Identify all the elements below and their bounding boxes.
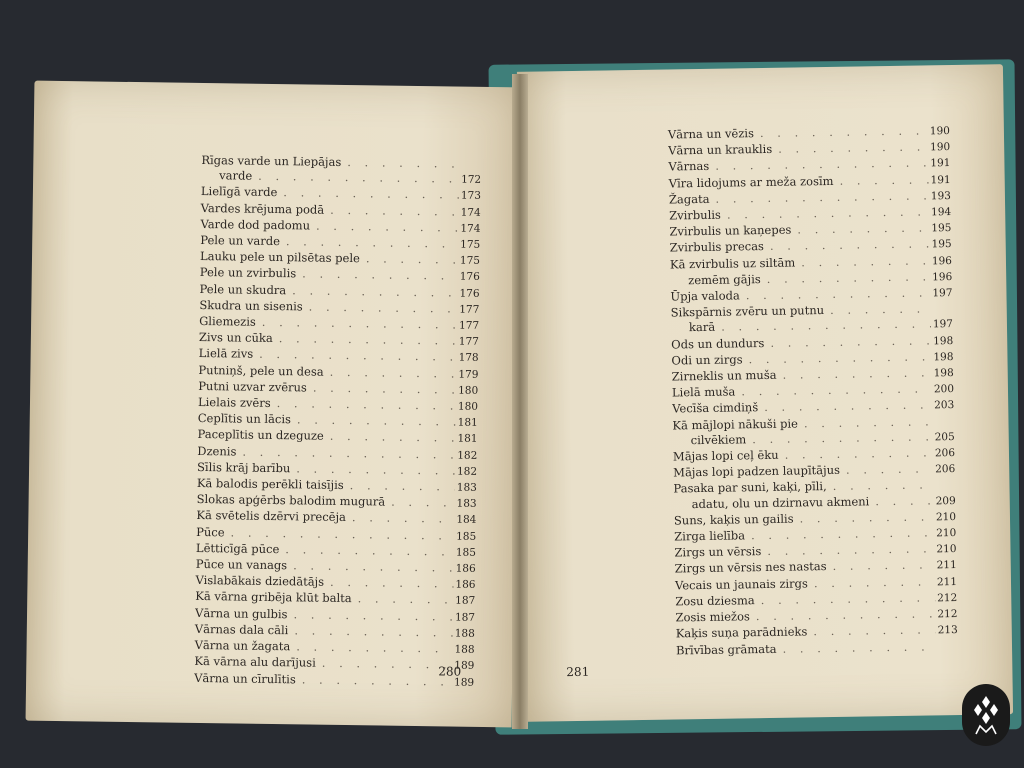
leader-dots [824, 302, 931, 319]
entry-page-number: 209 [935, 494, 956, 508]
leader-dots [750, 606, 936, 624]
entry-page-number: 178 [458, 352, 479, 365]
entry-title: Suns, kaķis un gailis [673, 511, 794, 528]
leader-dots [290, 639, 453, 656]
entry-title: Kaķis suņa parādnieks [675, 624, 808, 641]
leader-dots [280, 234, 459, 252]
entry-title: Zivs un cūka [198, 330, 273, 346]
entry-page-number: 189 [454, 659, 475, 673]
leader-dots [735, 382, 932, 400]
leader-dots [764, 237, 930, 255]
entry-page-number: 196 [932, 270, 953, 284]
entry-page-number: 203 [934, 399, 955, 412]
leader-dots [740, 285, 931, 303]
entry-page-number: 198 [933, 367, 954, 380]
entry-title: Dzenis [197, 443, 237, 459]
entry-title: Pūce [196, 524, 225, 540]
leader-dots [761, 269, 931, 287]
leader-dots [360, 251, 458, 268]
entry-title: cilvēkiem [690, 432, 747, 448]
entry-title: Zirga lielība [674, 528, 746, 544]
entry-title: Lielais zvērs [197, 395, 271, 411]
entry-title: Vārnas [668, 159, 710, 174]
entry-page-number: 206 [935, 463, 956, 476]
entry-title: Lielā zivs [198, 346, 254, 362]
entry-title: Vārna un žagata [194, 638, 291, 654]
entry-page-number: 182 [456, 465, 478, 478]
entry-page-number: 184 [456, 514, 477, 527]
leader-dots [277, 185, 459, 203]
leader-dots [755, 590, 936, 608]
entry-page-number: 183 [456, 481, 477, 494]
leader-dots [296, 672, 453, 689]
entry-title: Vislabākais dziedātājs [195, 573, 325, 590]
entry-title: Kā vārna gribēja klūt balta [195, 589, 352, 606]
entry-title: Vecais un jaunais zirgs [674, 576, 808, 593]
leader-dots [290, 461, 455, 479]
entry-title: Pasaka par suni, kaķi, pīli, [673, 479, 827, 496]
entry-page-number: 198 [933, 334, 954, 347]
entry-title: Kā balodis perēkli taisījis [196, 476, 344, 493]
entry-page-number: 186 [455, 562, 476, 575]
leader-dots [772, 140, 928, 158]
entry-title: Ūpja valoda [670, 288, 740, 304]
entry-title: Vecīša cimdiņš [672, 400, 759, 416]
entry-title: Zosu dziesma [675, 593, 755, 609]
entry-title: Vārna un krauklis [668, 142, 773, 158]
leader-dots [324, 202, 459, 219]
entry-title: Zvirbulis precas [669, 239, 765, 255]
leader-dots [776, 639, 936, 657]
entry-title: zemēm gājis [688, 271, 761, 288]
entry-title: varde [219, 168, 253, 183]
entry-page-number: 188 [454, 627, 475, 640]
entry-title: Putniņš, pele un desa [198, 362, 324, 379]
open-book [22, 62, 1018, 732]
entry-page-number: 174 [460, 222, 481, 235]
leader-dots [341, 155, 459, 172]
entry-title: Vārna un vēzis [667, 126, 755, 142]
leader-dots [758, 398, 932, 416]
entry-title: Brīvības grāmata [675, 641, 777, 657]
entry-title: Ceplītis un lācis [197, 411, 292, 427]
entry-title: Sikspārnis zvēru un putnu [670, 303, 825, 320]
entry-title: Vārna un gulbis [194, 605, 288, 621]
entry-page-number: 191 [930, 173, 951, 186]
right-page-number: 281 [566, 664, 590, 680]
entry-page-number: 177 [459, 303, 480, 316]
entry-page-number: 173 [460, 190, 482, 203]
entry-title: Kā vārna alu darījusi [194, 654, 316, 670]
left-page-number: 280 [438, 664, 462, 679]
leader-dots [746, 429, 933, 447]
entry-page-number: 190 [929, 125, 951, 138]
entry-title: Vardes krējuma podā [200, 200, 325, 217]
leader-dots [840, 462, 933, 479]
leader-dots [307, 380, 457, 397]
leader-dots [793, 509, 934, 526]
entry-page-number: 187 [455, 595, 476, 608]
leader-dots [795, 253, 930, 270]
leader-dots [827, 478, 934, 495]
entry-title: Pele un varde [200, 232, 281, 249]
entry-page-number: 194 [931, 206, 952, 219]
leader-dots [826, 558, 934, 575]
entry-page-number: 177 [458, 335, 479, 349]
entry-page-number: 200 [933, 383, 955, 396]
entry-page-number: 185 [456, 530, 477, 543]
leader-dots [807, 623, 936, 640]
leader-dots [324, 429, 456, 446]
entry-title: Odi un zirgs [671, 352, 743, 368]
leader-dots [316, 656, 453, 673]
leader-dots [287, 607, 453, 625]
leader-dots [779, 445, 934, 463]
entry-page-number: 181 [457, 433, 478, 446]
leader-dots [761, 542, 934, 560]
leader-dots [324, 364, 457, 381]
entry-title: Varde dod padomu [200, 216, 311, 233]
contents-entry [194, 670, 474, 690]
leader-dots [286, 283, 458, 301]
entry-title: Sīlis krāj barību [197, 459, 291, 476]
entry-page-number: 210 [936, 527, 957, 540]
entry-page-number: 176 [459, 287, 480, 300]
entry-title: Zirgs un vērsis nes nastas [674, 559, 827, 576]
entry-page-number: 183 [456, 497, 477, 511]
entry-page-number: 213 [937, 624, 958, 637]
entry-title: Skudra un sisenis [199, 297, 303, 314]
entry-page-number: 206 [934, 447, 956, 460]
entry-page-number: 211 [936, 559, 957, 572]
leader-dots [869, 493, 934, 509]
entry-page-number: 190 [930, 141, 951, 154]
entry-page-number: 181 [457, 416, 478, 430]
entry-page-number: 188 [454, 643, 475, 656]
leader-dots [346, 510, 455, 527]
entry-title: Zvirbulis [669, 207, 722, 223]
entry-title: Zosis miežos [675, 609, 750, 625]
entry-title: Pele un zvirbulis [199, 265, 297, 281]
entry-page-number: 189 [454, 676, 475, 689]
entry-title: Ods un dundurs [671, 335, 765, 352]
entry-title: Mājas lopi ceļ ēku [672, 447, 779, 464]
entry-page-number: 177 [458, 319, 480, 332]
entry-title: Žagata [668, 191, 710, 207]
entry-title: Kā svētelis dzērvi precēja [196, 508, 347, 525]
entry-page-number: 187 [454, 611, 476, 624]
entry-title: Lētticīgā pūce [195, 540, 280, 556]
entry-title: Kā mājlopi nākuši pie [672, 416, 799, 433]
entry-title: Lielā muša [671, 384, 736, 400]
entry-title: Pūce un vanags [195, 557, 288, 573]
entry-page-number: 212 [937, 591, 958, 605]
leader-dots [742, 349, 931, 367]
entry-title: Lielīgā varde [200, 184, 278, 200]
leader-dots [279, 542, 454, 560]
entry-page-number: 210 [936, 543, 957, 556]
entry-page-number: 193 [930, 189, 952, 203]
entry-page-number: 172 [461, 173, 482, 187]
leader-dots [271, 396, 457, 414]
entry-page-number: 195 [931, 222, 952, 235]
leader-dots [288, 623, 453, 640]
leader-dots [344, 478, 455, 495]
left-contents-list [194, 153, 481, 691]
leader-dots [791, 221, 929, 238]
leader-dots [303, 299, 458, 316]
entry-title: Putni uzvar zvērus [198, 378, 307, 395]
entry-title: Slokas apģērbs balodim mugurā [196, 492, 386, 509]
leader-dots [252, 169, 459, 187]
entry-title: Lauku pele un pilsētas pele [199, 249, 360, 266]
entry-page-number: 180 [458, 384, 479, 397]
entry-page-number: 196 [931, 254, 953, 267]
leader-dots [291, 413, 456, 431]
leader-dots [273, 331, 457, 349]
entry-page-number: 205 [934, 430, 955, 444]
leader-dots [253, 347, 457, 365]
entry-page-number: 179 [458, 368, 479, 381]
contents-entry [676, 639, 958, 659]
entry-page-number: 198 [933, 350, 954, 364]
leader-dots [745, 525, 934, 543]
right-page [517, 64, 1013, 722]
entry-page-number: 182 [457, 449, 478, 462]
leader-dots [236, 444, 455, 462]
entry-title: Kā zvirbulis uz siltām [669, 255, 796, 272]
left-page [26, 81, 521, 728]
entry-title: Vārnas dala cāli [194, 621, 289, 638]
leader-dots [385, 495, 455, 511]
entry-page-number: 191 [930, 157, 951, 170]
entry-title: Vīra lidojums ar meža zosīm [668, 173, 834, 191]
leader-dots [776, 365, 931, 383]
entry-page-number: 212 [937, 608, 958, 621]
leader-dots [352, 592, 454, 609]
entry-page-number: 175 [459, 254, 481, 268]
entry-page-number: 180 [457, 400, 479, 413]
entry-title: Zirneklis un muša [671, 367, 777, 384]
leader-dots [833, 172, 928, 189]
entry-page-number: 174 [460, 206, 481, 219]
entry-title: Vārna un cīrulītis [194, 670, 296, 686]
leader-dots [224, 525, 454, 543]
right-contents-list [668, 123, 958, 658]
entry-title: Rīgas varde un Liepājas [201, 152, 342, 169]
book-gutter [512, 74, 528, 729]
entry-title: karā [688, 320, 716, 335]
leader-dots [256, 315, 457, 333]
logo-icon [962, 684, 1010, 746]
leader-dots [310, 218, 459, 235]
leader-dots [296, 267, 458, 284]
leader-dots [754, 123, 928, 141]
entry-title: Gliemezis [199, 313, 256, 329]
entry-title: Zvirbulis un kaņepes [669, 222, 792, 239]
entry-page-number: 176 [459, 271, 480, 284]
leader-dots [287, 558, 454, 576]
leader-dots [324, 575, 454, 592]
entry-page-number: 195 [931, 238, 952, 251]
leader-dots [764, 333, 931, 351]
entry-page-number: 197 [932, 318, 954, 331]
entry-page-number: 210 [935, 510, 957, 524]
entry-page-number: 175 [460, 238, 481, 251]
entry-page-number: 185 [455, 546, 477, 559]
entry-title: Paceplītis un dzeguze [197, 427, 324, 444]
leader-dots [808, 574, 935, 591]
entry-title: Pele un skudra [199, 281, 287, 297]
entry-title: adatu, olu un dzirnavu akmeni [691, 494, 870, 511]
entry-page-number: 211 [936, 575, 958, 589]
entry-page-number: 197 [932, 287, 953, 300]
entry-title: Mājas lopi padzen laupītājus [673, 463, 841, 480]
entry-page-number: 186 [455, 578, 476, 592]
entry-title: Zirgs un vērsis [674, 544, 762, 560]
